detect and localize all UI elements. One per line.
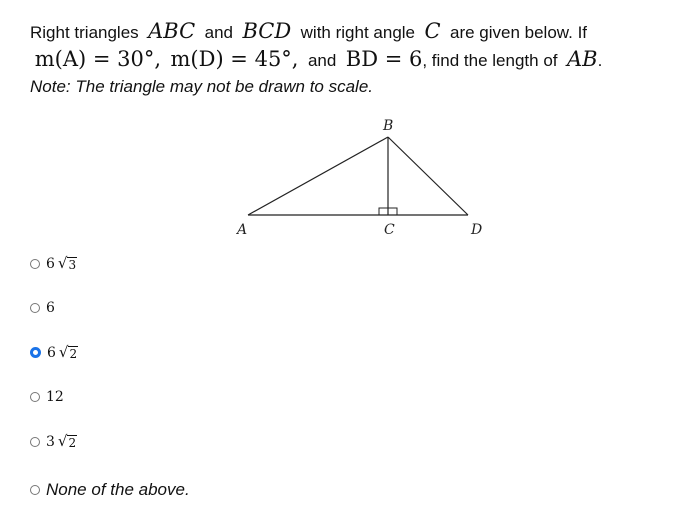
question-text-part: with right angle bbox=[300, 23, 415, 42]
radio-button-selected[interactable] bbox=[30, 347, 41, 358]
radicand: 2 bbox=[68, 436, 77, 450]
choice-6[interactable] bbox=[30, 300, 55, 316]
sqrt-symbol: √ 2 bbox=[58, 343, 78, 361]
question-text-part: and bbox=[307, 51, 337, 70]
right-angle-marker bbox=[379, 208, 388, 215]
radio-button[interactable] bbox=[30, 437, 40, 447]
choice-text: None of the above. bbox=[46, 480, 190, 499]
angle-a-measure: m(A) = 30°, bbox=[34, 47, 162, 71]
period: . bbox=[597, 51, 603, 70]
triangle-abc: ABC bbox=[148, 19, 196, 43]
choice-coefficient: 6 bbox=[46, 255, 55, 272]
choice-value: 6 bbox=[46, 300, 55, 316]
question-text-part: , find the length of bbox=[422, 51, 558, 70]
radicand: 3 bbox=[68, 258, 77, 272]
question-text-part: and bbox=[204, 23, 234, 42]
label-c: C bbox=[384, 222, 395, 238]
choice-none-of-the-above[interactable] bbox=[30, 480, 190, 500]
radio-button[interactable] bbox=[30, 259, 40, 269]
triangle-figure bbox=[230, 115, 500, 245]
label-b: B bbox=[383, 118, 394, 134]
question-line-1 bbox=[30, 18, 680, 46]
right-angle-marker bbox=[388, 208, 397, 215]
radio-button[interactable] bbox=[30, 303, 40, 313]
note-text: Note: The triangle may not be drawn to scale. bbox=[30, 77, 374, 96]
label-d: D bbox=[471, 222, 483, 238]
angle-d-measure: m(D) = 45°, bbox=[170, 47, 299, 71]
radio-button[interactable] bbox=[30, 485, 40, 495]
sqrt-symbol: √ 2 bbox=[57, 432, 77, 450]
segment-a-b bbox=[248, 137, 388, 215]
angle-c: C bbox=[424, 19, 441, 43]
segment-b-d bbox=[388, 137, 468, 215]
bd-length: BD = 6 bbox=[345, 47, 423, 71]
question-text bbox=[30, 18, 680, 100]
radicand: 2 bbox=[69, 347, 78, 361]
choice-3-sqrt2[interactable] bbox=[30, 433, 77, 450]
choice-12[interactable] bbox=[30, 389, 64, 405]
choice-6-sqrt2[interactable] bbox=[30, 344, 78, 361]
segment-ab: AB bbox=[566, 47, 598, 71]
choice-coefficient: 6 bbox=[47, 344, 56, 361]
question-line-2 bbox=[30, 46, 680, 74]
question-text-part: Right triangles bbox=[30, 23, 139, 42]
choice-value: 12 bbox=[46, 389, 64, 405]
radio-button[interactable] bbox=[30, 392, 40, 402]
choice-6-sqrt3[interactable] bbox=[30, 255, 77, 272]
label-a: A bbox=[237, 222, 248, 238]
triangle-bcd: BCD bbox=[242, 19, 292, 43]
sqrt-symbol: √ 3 bbox=[57, 254, 77, 272]
question-text-part: are given below. If bbox=[449, 23, 588, 42]
choice-coefficient: 3 bbox=[46, 433, 55, 450]
